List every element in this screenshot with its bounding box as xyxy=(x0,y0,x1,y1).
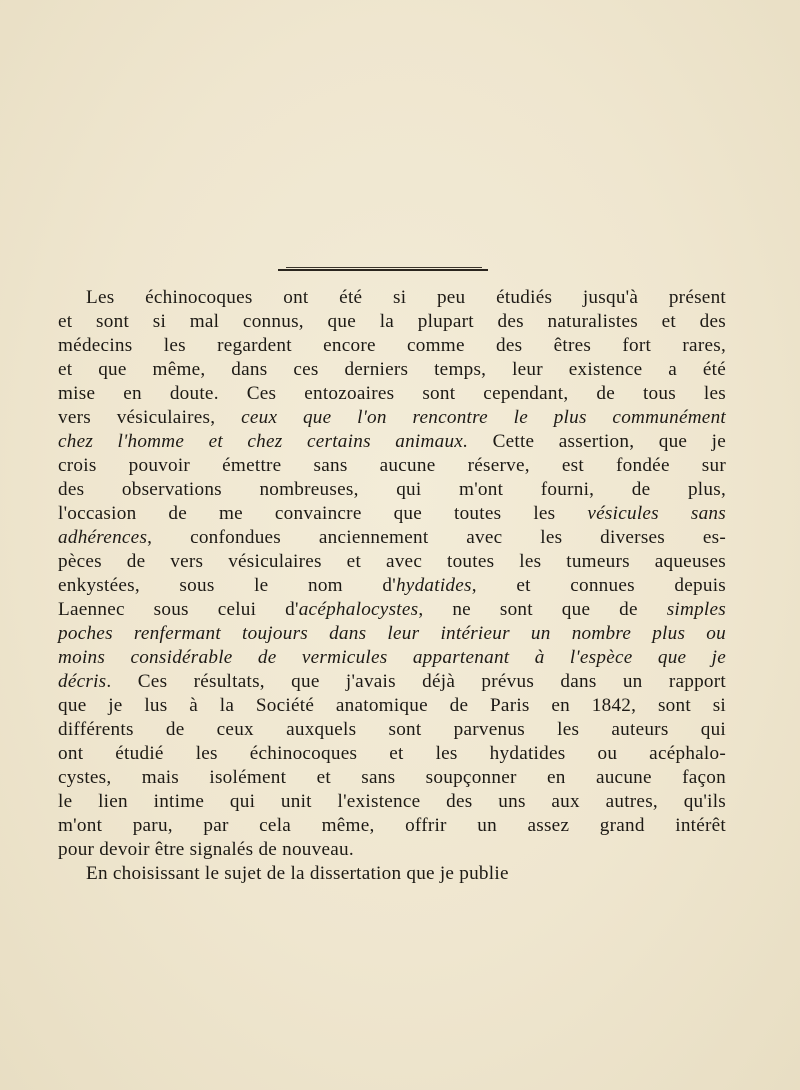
italic-segment: chez l'homme et chez certains animaux. xyxy=(58,431,469,452)
italic-segment: adhérences xyxy=(58,527,148,548)
text-line xyxy=(58,406,726,430)
text-segment: Laennec sous celui d' xyxy=(58,599,299,620)
text-line xyxy=(58,670,726,694)
text-line xyxy=(58,310,726,334)
text-segment: Les échinocoques ont été si peu étudiés jusqu'à présent xyxy=(86,287,726,308)
text-line xyxy=(58,526,726,550)
text-line xyxy=(58,502,726,526)
italic-segment: acéphalocystes xyxy=(298,599,419,620)
text-line xyxy=(58,742,726,766)
text-segment: enkystées, sous le nom d' xyxy=(58,575,396,596)
text-line xyxy=(58,454,726,478)
text-segment: pèces de vers vésiculaires et avec toutes les tumeurs aqueuses xyxy=(58,551,726,572)
text-line xyxy=(58,862,726,886)
italic-segment: moins considérable de vermicules appartenant à l'espèce que je xyxy=(58,647,726,668)
text-line xyxy=(58,334,726,358)
text-line xyxy=(58,766,726,790)
italic-segment: ceux que l'on rencontre le plus communément xyxy=(241,407,727,428)
text-segment: En choisissant le sujet de la dissertation que je publie xyxy=(86,863,509,884)
text-segment: cystes, mais isolément et sans soupçonner en aucune façon xyxy=(58,767,726,788)
text-segment: médecins les regardent encore comme des êtres fort rares, xyxy=(58,335,726,356)
text-line xyxy=(58,790,726,814)
text-line xyxy=(58,694,726,718)
text-segment: crois pouvoir émettre sans aucune réserve, est fondée sur xyxy=(58,455,726,476)
text-segment: et que même, dans ces derniers temps, leur existence a été xyxy=(58,359,726,380)
text-segment: vers vésiculaires, xyxy=(58,407,242,428)
paragraph-1 xyxy=(58,286,726,862)
text-line xyxy=(58,382,726,406)
text-line xyxy=(58,550,726,574)
text-segment: que je lus à la Société anatomique de Paris en 1842, sont si xyxy=(58,695,726,716)
text-line xyxy=(58,358,726,382)
text-segment: . Ces résultats, que j'avais déjà prévus dans un rapport xyxy=(106,671,726,692)
italic-segment: hydatides xyxy=(395,575,472,596)
text-line xyxy=(58,838,726,862)
text-line xyxy=(58,574,726,598)
text-line xyxy=(58,598,726,622)
italic-segment: vésicules sans xyxy=(587,503,726,524)
text-segment: le lien intime qui unit l'existence des uns aux autres, qu'ils xyxy=(58,791,726,812)
text-segment: , ne sont que de xyxy=(418,599,667,620)
text-line xyxy=(58,286,726,310)
header-rule xyxy=(278,267,488,271)
text-line xyxy=(58,646,726,670)
text-segment: , et connues depuis xyxy=(471,575,726,596)
text-line xyxy=(58,814,726,838)
text-segment: différents de ceux auxquels sont parvenus les auteurs qui xyxy=(58,719,726,740)
text-segment: et sont si mal connus, que la plupart des naturalistes et des xyxy=(58,311,726,332)
italic-segment: poches renfermant toujours dans leur intérieur un nombre plus ou xyxy=(58,623,726,644)
text-segment: ont étudié les échinocoques et les hydatides ou acéphalo- xyxy=(58,743,726,764)
body-text xyxy=(58,286,726,886)
text-segment: m'ont paru, par cela même, offrir un assez grand intérêt xyxy=(58,815,726,836)
text-segment: Cette assertion, que je xyxy=(468,431,727,452)
text-segment: , confondues anciennement avec les diverses es- xyxy=(147,527,726,548)
text-line xyxy=(58,718,726,742)
text-segment: mise en doute. Ces entozoaires sont cependant, de tous les xyxy=(58,383,726,404)
text-segment: des observations nombreuses, qui m'ont fourni, de plus, xyxy=(58,479,726,500)
paragraph-2 xyxy=(58,862,726,886)
text-segment: l'occasion de me convaincre que toutes les xyxy=(58,503,588,524)
text-line xyxy=(58,430,726,454)
text-line xyxy=(58,622,726,646)
italic-segment: décris xyxy=(58,671,107,692)
italic-segment: simples xyxy=(666,599,726,620)
text-line xyxy=(58,478,726,502)
text-segment: pour devoir être signalés de nouveau. xyxy=(58,839,354,860)
